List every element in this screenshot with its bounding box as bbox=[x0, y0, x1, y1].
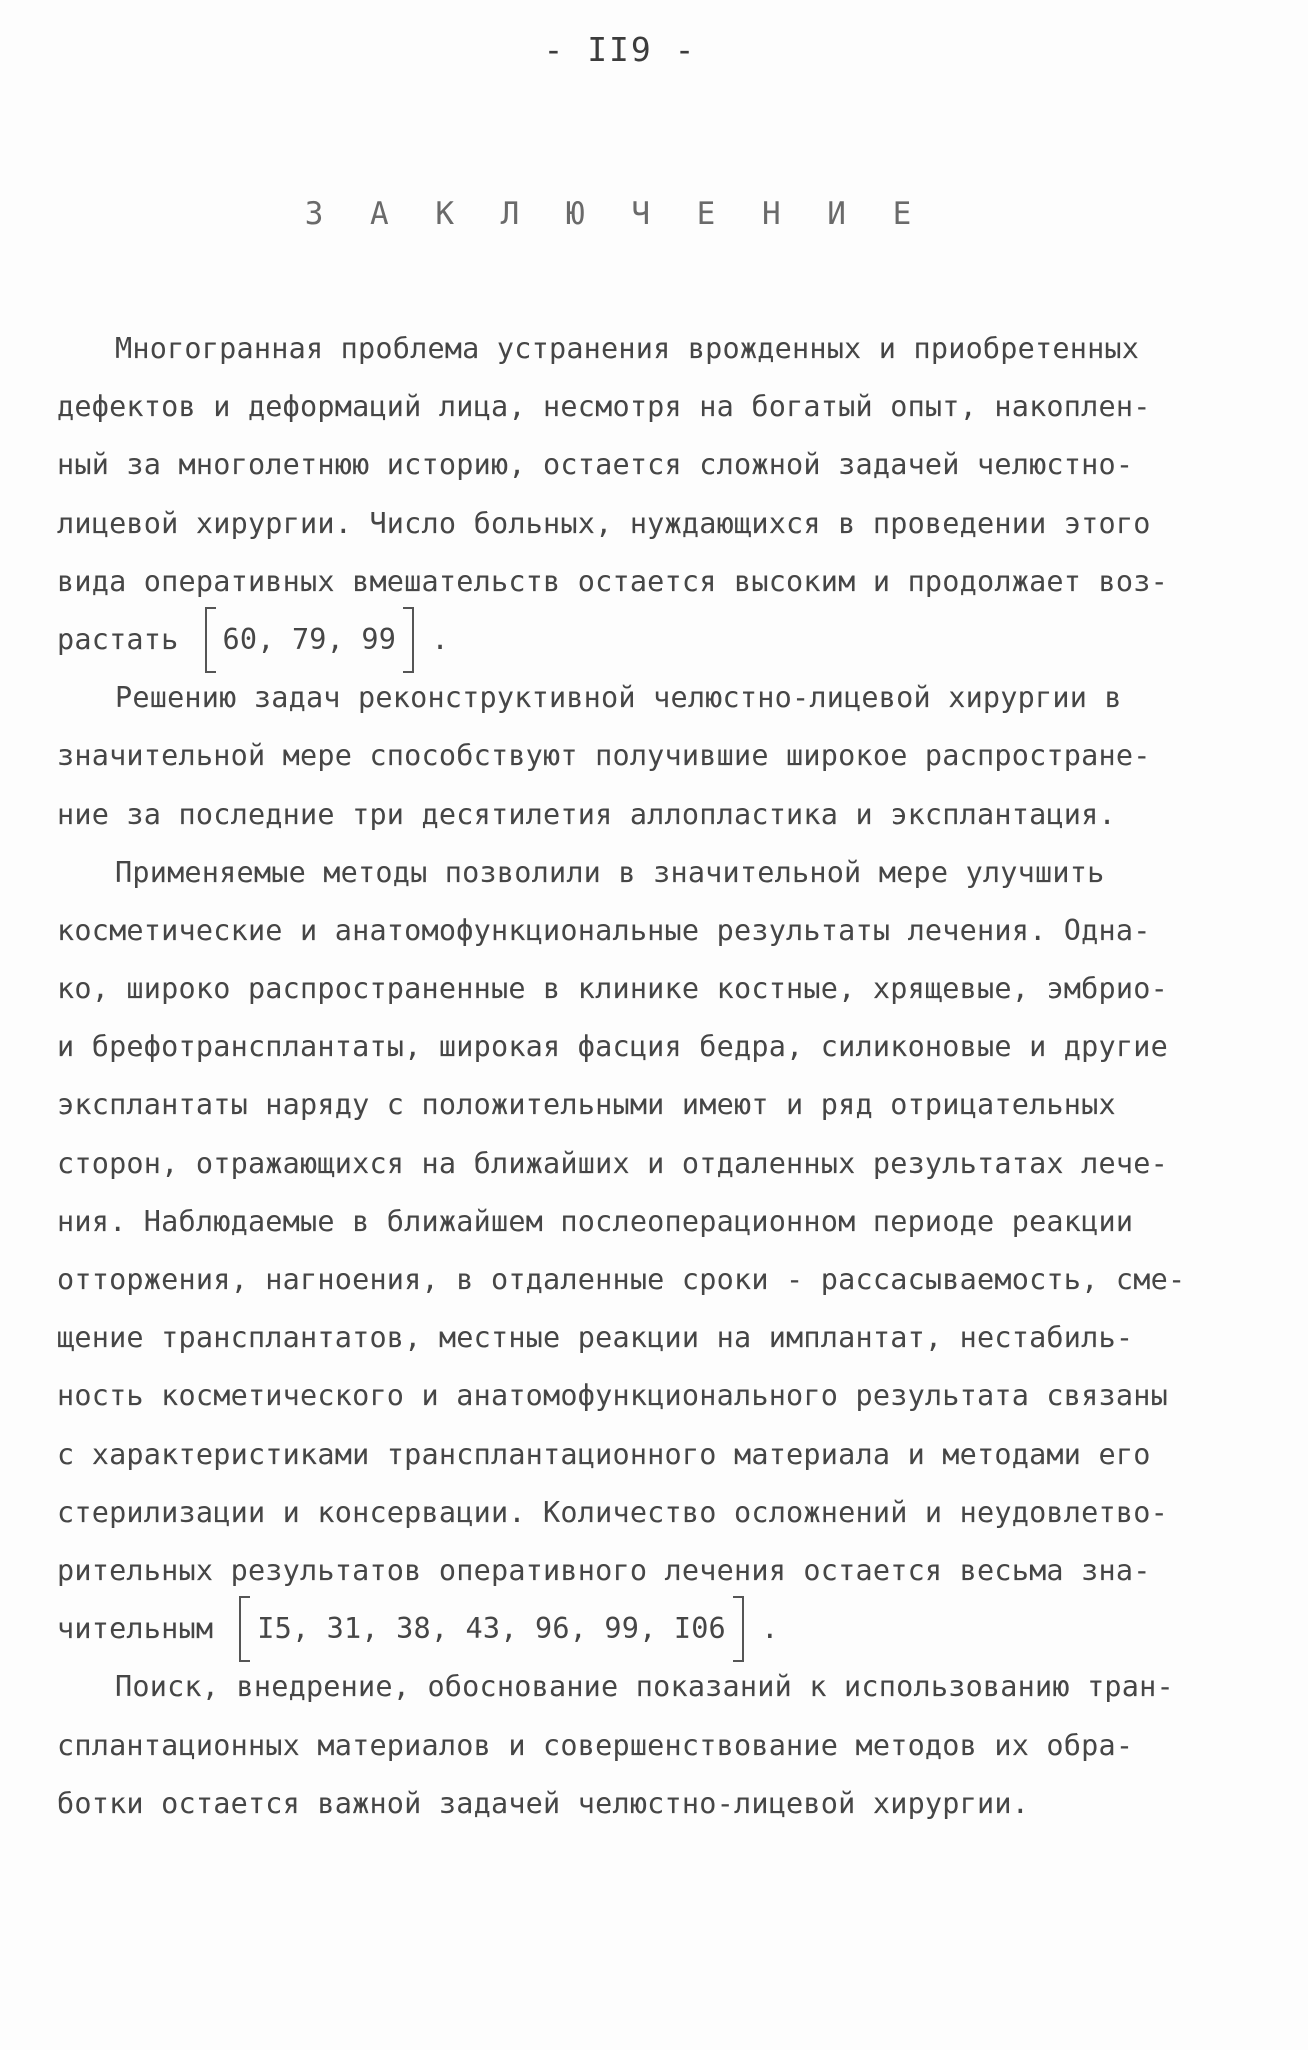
text-line bbox=[57, 1484, 1237, 1542]
line-text: и брефотрансплантаты, широкая фасция бедра, силиконовые и другие bbox=[57, 1030, 1168, 1064]
text-line bbox=[57, 1600, 1237, 1658]
line-text: эксплантаты наряду с положительными имеют и ряд отрицательных bbox=[57, 1088, 1116, 1122]
text-line bbox=[57, 786, 1237, 844]
text-line bbox=[57, 844, 1237, 902]
line-text: ния. Наблюдаемые в ближайшем послеоперационном периоде реакции bbox=[57, 1204, 1134, 1238]
citation-brackets: I5, 31, 38, 43, 96, 99, I06 bbox=[239, 1600, 744, 1658]
line-text: стерилизации и консервации. Количество осложнений и неудовлетво- bbox=[57, 1495, 1168, 1529]
text-line bbox=[57, 1775, 1237, 1833]
line-text: сторон, отражающихся на ближайших и отдаленных результатах лече- bbox=[57, 1146, 1168, 1180]
line-text: ный за многолетнюю историю, остается сложной задачей челюстно- bbox=[57, 448, 1134, 482]
line-text: ко, широко распространенные в клинике костные, хрящевые, эмбрио- bbox=[57, 972, 1168, 1006]
line-text: Решению задач реконструктивной челюстно-лицевой хирургии в bbox=[115, 681, 1122, 715]
text-line bbox=[57, 1367, 1237, 1425]
text-line bbox=[57, 611, 1237, 669]
page-number: - II9 - bbox=[543, 30, 697, 69]
text-line bbox=[57, 320, 1237, 378]
citation-brackets: 60, 79, 99 bbox=[205, 611, 415, 669]
line-text: значительной мере способствуют получившие широкое распростране- bbox=[57, 739, 1151, 773]
line-text: с характеристиками трансплантационного материала и методами его bbox=[57, 1437, 1151, 1471]
line-text: чительным bbox=[57, 1612, 214, 1646]
text-line bbox=[57, 1542, 1237, 1600]
text-line bbox=[57, 1135, 1237, 1193]
line-text: растать bbox=[57, 622, 179, 656]
line-text: лицевой хирургии. Число больных, нуждающихся в проведении этого bbox=[57, 506, 1151, 540]
text-line bbox=[57, 495, 1237, 553]
line-text: ние за последние три десятилетия аллопластика и эксплантация. bbox=[57, 797, 1116, 831]
text-line bbox=[57, 960, 1237, 1018]
text-line bbox=[57, 1251, 1237, 1309]
text-line bbox=[57, 1018, 1237, 1076]
line-text: дефектов и деформаций лица, несмотря на богатый опыт, накоплен- bbox=[57, 390, 1151, 424]
text-line bbox=[57, 1309, 1237, 1367]
line-text: Многогранная проблема устранения врожденных и приобретенных bbox=[115, 332, 1140, 365]
line-text: ботки остается важной задачей челюстно-лицевой хирургии. bbox=[57, 1786, 1030, 1820]
line-text: Применяемые методы позволили в значительной мере улучшить bbox=[115, 855, 1105, 889]
text-line bbox=[57, 1658, 1237, 1716]
text-line bbox=[57, 1076, 1237, 1134]
body-text bbox=[57, 320, 1237, 1833]
line-text: Поиск, внедрение, обоснование показаний к использованию тран- bbox=[115, 1670, 1174, 1704]
text-line bbox=[57, 436, 1237, 494]
section-heading: З А К Л Ю Ч Е Н И Е bbox=[304, 196, 926, 232]
line-text: косметические и анатомофункциональные результаты лечения. Одна- bbox=[57, 913, 1151, 947]
line-trailing-text: . bbox=[743, 1612, 779, 1646]
text-line bbox=[57, 1193, 1237, 1251]
text-line bbox=[57, 553, 1237, 611]
text-line bbox=[57, 669, 1237, 727]
text-line bbox=[57, 1717, 1237, 1775]
line-trailing-text: . bbox=[414, 622, 449, 656]
line-text: рительных результатов оперативного лечения остается весьма зна- bbox=[57, 1553, 1151, 1587]
text-line bbox=[57, 902, 1237, 960]
text-line bbox=[57, 378, 1237, 436]
line-text: отторжения, нагноения, в отдаленные сроки - рассасываемость, сме- bbox=[57, 1263, 1186, 1296]
text-line bbox=[57, 727, 1237, 785]
text-line bbox=[57, 1426, 1237, 1484]
line-text: сплантационных материалов и совершенствование методов их обра- bbox=[57, 1728, 1134, 1762]
line-text: щение трансплантатов, местные реакции на имплантат, нестабиль- bbox=[57, 1321, 1134, 1355]
line-text: ность косметического и анатомофункционального результата связаны bbox=[57, 1379, 1168, 1413]
line-text: вида оперативных вмешательств остается высоким и продолжает воз- bbox=[57, 564, 1168, 598]
